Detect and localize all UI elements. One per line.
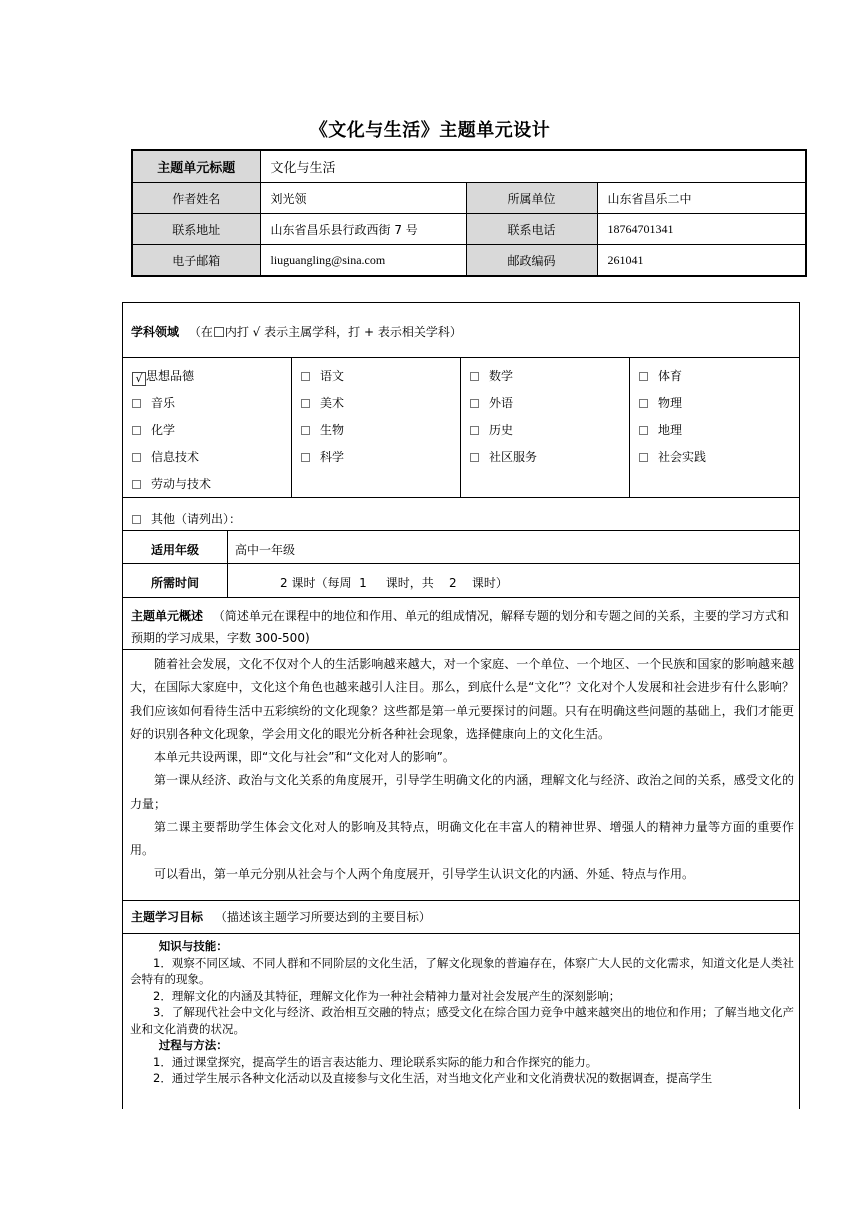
knowledge-item: 2．理解文化的内涵及其特征，理解文化作为一种社会精神力量对社会发展产生的深刻影响； [153, 988, 621, 1003]
subject-label: 数学 [489, 369, 514, 383]
subject-label: 信息技术 [151, 450, 200, 464]
time-label: 所需时间 [150, 576, 199, 590]
time-value: 2 课时（每周 1 课时，共 2 课时） [280, 576, 508, 590]
process-item: 1．通过课堂探究，提高学生的语言表达能力、理论联系实际的能力和合作探究的能力。 [153, 1054, 598, 1069]
knowledge-heading: 知识与技能： [158, 939, 228, 953]
checkbox-icon[interactable] [470, 426, 479, 435]
knowledge-item: 3．了解现代社会中文化与经济、政治相互交融的特点；感受文化在综合国力竞争中越来越突出的地位和作用；了解当地文化产业和文化消费的状况。 [130, 1005, 794, 1036]
phone-value: 18764701341 [597, 214, 806, 245]
subject-option[interactable] [132, 421, 175, 438]
author-value: 刘光领 [260, 183, 466, 214]
subject-label: 语文 [320, 369, 345, 383]
subject-option[interactable] [639, 394, 682, 411]
checkbox-icon[interactable] [132, 399, 141, 408]
overview-body [130, 653, 794, 886]
subject-label: 美术 [320, 396, 345, 410]
info-table [131, 149, 807, 277]
subject-option[interactable] [132, 394, 175, 411]
subject-label: 化学 [151, 423, 176, 437]
zip-label: 邮政编码 [466, 245, 597, 277]
subject-option[interactable] [470, 448, 537, 465]
design-form [122, 302, 800, 1109]
subject-option[interactable] [301, 367, 344, 384]
subject-label: 体育 [658, 369, 683, 383]
subject-label: 思想品德 [146, 369, 195, 383]
unit-title-value: 文化与生活 [260, 150, 806, 183]
subject-option[interactable] [301, 448, 344, 465]
checkbox-icon[interactable] [301, 426, 310, 435]
author-label: 作者姓名 [132, 183, 260, 214]
grade-value: 高中一年级 [235, 543, 296, 557]
process-heading: 过程与方法： [158, 1038, 228, 1052]
subject-option[interactable] [470, 421, 513, 438]
checkbox-icon[interactable] [470, 453, 479, 462]
overview-header [131, 605, 793, 649]
email-label: 电子邮箱 [132, 245, 260, 277]
subject-option[interactable] [132, 448, 199, 465]
subject-area-label: 学科领域 [131, 325, 180, 339]
checkbox-icon[interactable] [132, 426, 141, 435]
subject-option[interactable] [301, 421, 344, 438]
checkbox-icon[interactable] [639, 453, 648, 462]
overview-paragraph: 本单元共设两课，即“文化与社会”和“文化对人的影响”。 [154, 750, 455, 765]
checkbox-icon[interactable] [470, 399, 479, 408]
subject-option[interactable] [639, 448, 706, 465]
subject-area-header: 学科领域 （在 内打 √ 表示主属学科，打 + 表示相关学科） [131, 325, 462, 339]
address-value: 山东省昌乐县行政西街 7 号 [260, 214, 466, 245]
checkbox-icon[interactable] [132, 480, 141, 489]
grade-label: 适用年级 [150, 543, 199, 557]
checkbox-icon [214, 327, 224, 337]
subject-option[interactable] [639, 367, 682, 384]
other-subject[interactable]: 其他（请列出）： [132, 510, 241, 527]
subject-label: 社会实践 [658, 450, 707, 464]
checkbox-icon[interactable] [470, 372, 479, 381]
goals-header [131, 908, 431, 925]
org-label: 所属单位 [466, 183, 597, 214]
org-value: 山东省昌乐二中 [597, 183, 806, 214]
subject-option[interactable] [132, 475, 211, 492]
goals-label: 主题学习目标 [131, 910, 204, 924]
subject-label: 地理 [658, 423, 683, 437]
knowledge-item: 1．观察不同区域、不同人群和不同阶层的文化生活，了解文化现象的普遍存在，体察广大人民的文化需求，知道文化是人类社会特有的现象。 [130, 955, 794, 986]
overview-hint: （简述单元在课程中的地位和作用、单元的组成情况，解释专题的划分和专题之间的关系，主要的学习方式和预期的学习成果，字数 300-500) [131, 609, 789, 645]
subject-label: 物理 [658, 396, 683, 410]
overview-paragraph: 第一课从经济、政治与文化关系的角度展开，引导学生明确文化的内涵，理解文化与经济、政治之间的关系，感受文化的力量； [130, 773, 794, 811]
overview-paragraph: 第二课主要帮助学生体会文化对人的影响及其特点，明确文化在丰富人的精神世界、增强人的精神力量等方面的重要作用。 [130, 820, 794, 858]
checkbox-icon[interactable] [639, 372, 648, 381]
goals-body [130, 938, 794, 1087]
checked-checkbox-icon[interactable]: √ [132, 372, 146, 386]
subject-label: 科学 [320, 450, 345, 464]
checkbox-icon[interactable] [301, 453, 310, 462]
overview-paragraph: 可以看出，第一单元分别从社会与个人两个角度展开，引导学生认识文化的内涵、外延、特点与作用。 [154, 866, 695, 881]
subject-label: 劳动与技术 [151, 477, 212, 491]
unit-title-label: 主题单元标题 [132, 150, 260, 183]
subject-label: 音乐 [151, 396, 176, 410]
phone-label: 联系电话 [466, 214, 597, 245]
checkbox-icon[interactable] [132, 515, 141, 524]
zip-value: 261041 [597, 245, 806, 277]
checkbox-icon[interactable] [301, 372, 310, 381]
email-value: liuguangling@sina.com [260, 245, 466, 277]
subject-option[interactable] [470, 394, 513, 411]
goals-hint: （描述该主题学习所要达到的主要目标） [214, 910, 431, 924]
subject-label: 生物 [320, 423, 345, 437]
process-item: 2．通过学生展示各种文化活动以及直接参与文化生活，对当地文化产业和文化消费状况的数据调查，提高学生 [153, 1071, 713, 1085]
subject-option[interactable] [301, 394, 344, 411]
page-title: 《文化与生活》主题单元设计 [309, 120, 551, 141]
subject-label: 历史 [489, 423, 514, 437]
subject-option[interactable] [639, 421, 682, 438]
overview-paragraph: 随着社会发展，文化不仅对个人的生活影响越来越大，对一个家庭、一个单位、一个地区、一个民族和国家的影响越来越大，在国际大家庭中，文化这个角色也越来越引人注目。那么，到底什么是“文化”？文化对个人发展和社会进步有什么影响？我们应该如何看待生活中五彩缤纷的文化现象？这些都是第一单元要探讨的问题。只有在明确这些问题的基础上，我们才能更好的识别各种文化现象，学会用文化的眼光分析各种社会现象，选择健康向上的文化生活。 [130, 657, 794, 741]
checkbox-icon[interactable] [639, 426, 648, 435]
subject-label: 外语 [489, 396, 514, 410]
checkbox-icon[interactable] [132, 453, 141, 462]
address-label: 联系地址 [132, 214, 260, 245]
overview-label: 主题单元概述 [131, 609, 204, 623]
subject-option[interactable] [470, 367, 513, 384]
checkbox-icon[interactable] [639, 399, 648, 408]
checkbox-icon[interactable] [301, 399, 310, 408]
subject-label: 社区服务 [489, 450, 538, 464]
subject-option[interactable] [132, 367, 194, 386]
